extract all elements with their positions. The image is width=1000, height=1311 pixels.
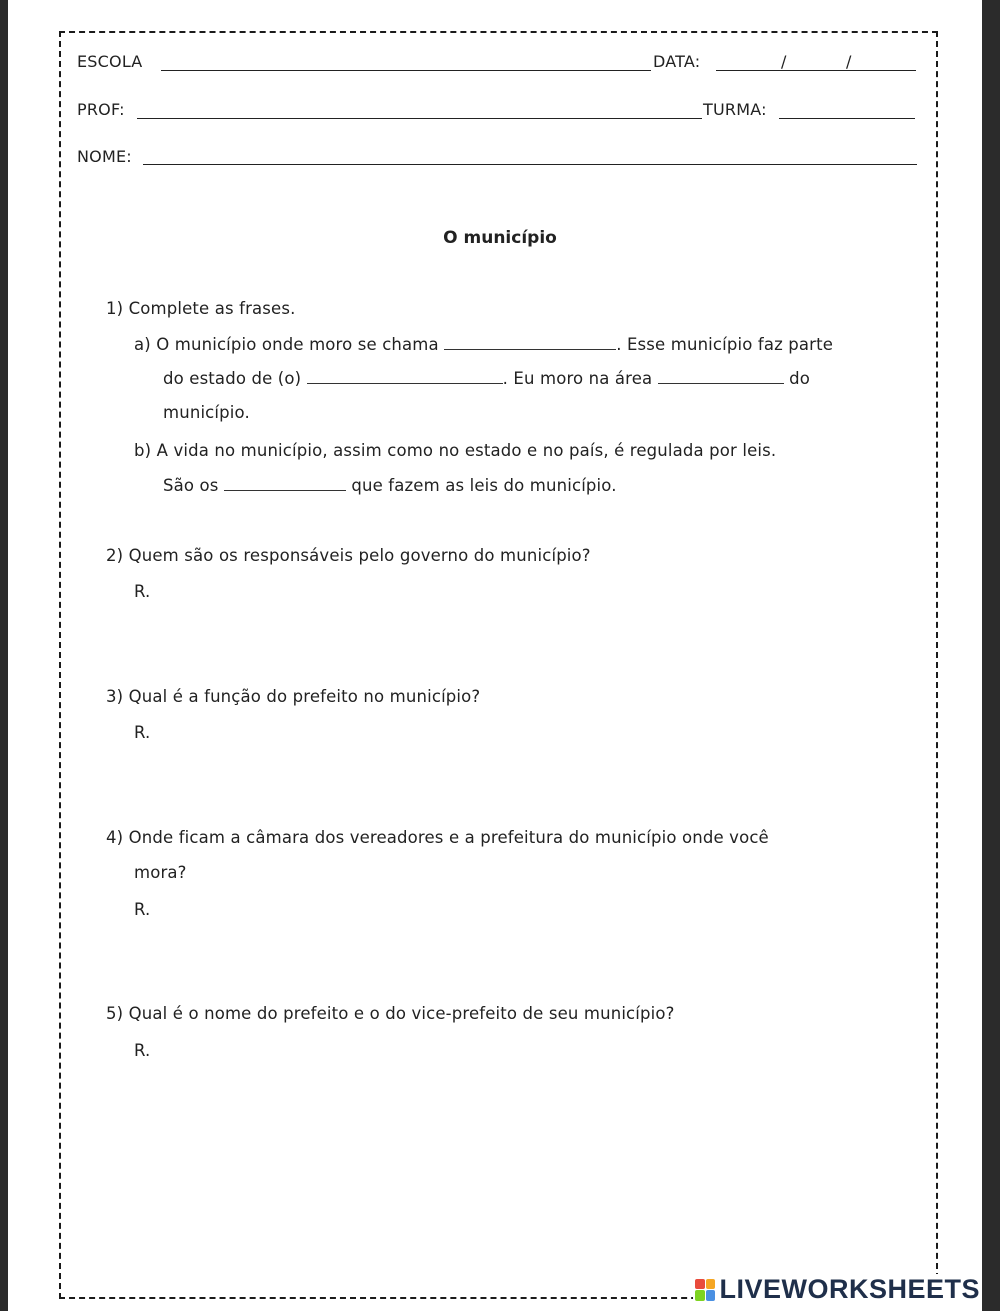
dashed-border — [59, 31, 938, 1299]
q1a-blank-state[interactable] — [307, 382, 503, 384]
turma-line[interactable] — [779, 118, 915, 119]
answer-2-label[interactable]: R. — [134, 582, 151, 601]
question-2-prompt: 2) Quem são os responsáveis pelo governo do município? — [106, 546, 591, 565]
nome-label: NOME: — [77, 147, 132, 166]
escola-label: ESCOLA — [77, 52, 143, 71]
question-4-prompt: 4) Onde ficam a câmara dos vereadores e a prefeitura do município onde você — [106, 828, 769, 847]
q1a-text: do — [789, 369, 811, 388]
prof-line[interactable] — [137, 118, 702, 119]
question-1b-line2 — [163, 476, 617, 495]
q1a-text: . Esse município faz parte — [616, 335, 834, 354]
q1a-blank-area[interactable] — [658, 382, 784, 384]
answer-5-label[interactable]: R. — [134, 1041, 151, 1060]
escola-line[interactable] — [161, 70, 651, 71]
date-line[interactable] — [716, 70, 916, 71]
liveworksheets-logo — [693, 1274, 982, 1305]
question-3-prompt: 3) Qual é a função do prefeito no município? — [106, 687, 481, 706]
date-separator: / — [781, 52, 787, 71]
nome-line[interactable] — [143, 164, 917, 165]
answer-4-label[interactable]: R. — [134, 900, 151, 919]
question-4-prompt-cont: mora? — [134, 863, 187, 882]
data-label: DATA: — [653, 52, 701, 71]
q1a-text: do estado de (o) — [163, 369, 302, 388]
liveworksheets-wordmark: LIVEWORKSHEETS — [719, 1274, 980, 1304]
prof-label: PROF: — [77, 100, 125, 119]
question-1a-line2 — [163, 369, 810, 388]
turma-label: TURMA: — [703, 100, 767, 119]
question-1-prompt: 1) Complete as frases. — [106, 299, 296, 318]
question-1a-line3: município. — [163, 403, 250, 422]
question-1b-line1: b) A vida no município, assim como no estado e no país, é regulada por leis. — [134, 441, 777, 460]
q1a-text: a) O município onde moro se chama — [134, 335, 439, 354]
liveworksheets-icon — [695, 1279, 715, 1301]
q1a-text: . Eu moro na área — [502, 369, 653, 388]
q1b-text: que fazem as leis do município. — [351, 476, 617, 495]
question-1a-line1 — [134, 335, 833, 354]
date-separator: / — [846, 52, 852, 71]
q1b-blank[interactable] — [224, 489, 346, 491]
answer-3-label[interactable]: R. — [134, 723, 151, 742]
page-title: O município — [443, 228, 557, 248]
q1b-text: São os — [163, 476, 219, 495]
question-5-prompt: 5) Qual é o nome do prefeito e o do vice-prefeito de seu município? — [106, 1004, 675, 1023]
q1a-blank-city[interactable] — [444, 348, 616, 350]
